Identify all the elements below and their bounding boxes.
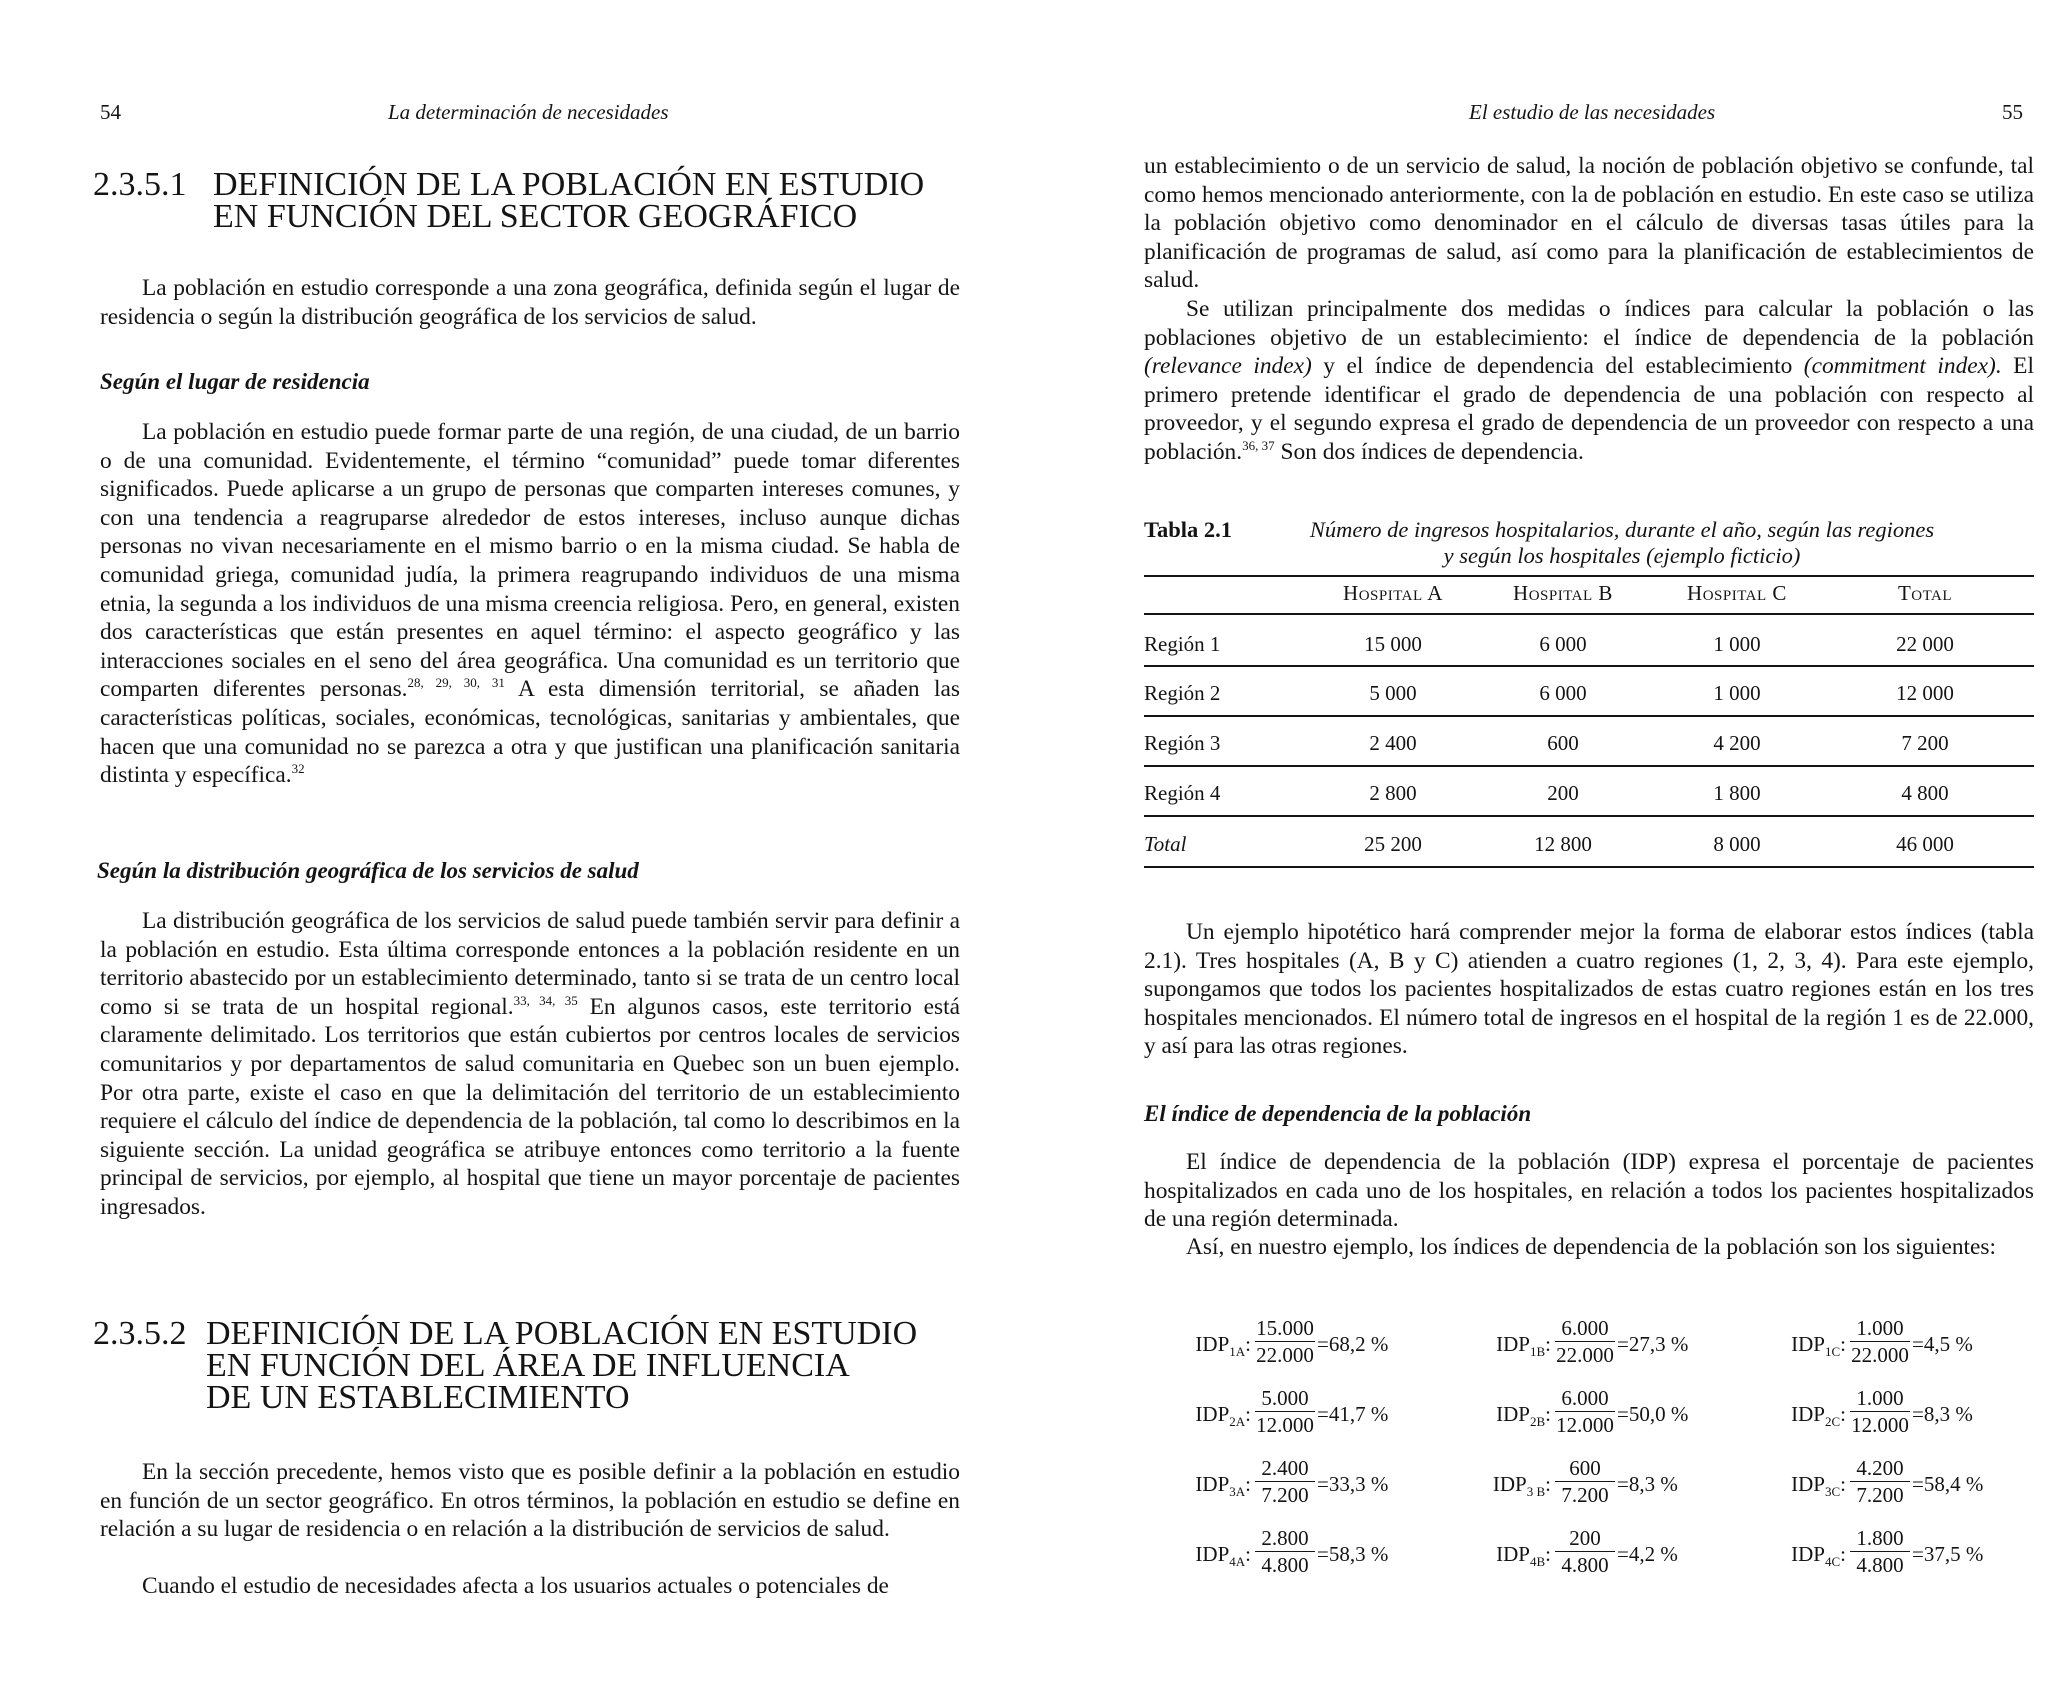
- idp-colon: :: [1840, 1402, 1846, 1426]
- table-header: Hospital B: [1513, 581, 1613, 605]
- idp-fraction: [1850, 1525, 1910, 1578]
- section-number: 2.3.5.2: [93, 1315, 187, 1352]
- paragraph-asi: Así, en nuestro ejemplo, los índices de dependencia de la población son los siguientes:: [1186, 1234, 1997, 1260]
- idp-prefix: IDP: [1195, 1332, 1230, 1356]
- table-cell: 12 800: [1534, 832, 1592, 856]
- table-label: Tabla 2.1: [1144, 517, 1232, 542]
- left-running-title: La determinación de necesidades: [388, 100, 669, 124]
- idp-result: =58,4 %: [1912, 1472, 1984, 1496]
- paragraph-ejemplo: Un ejemplo hipotético hará comprender mejor la forma de elaborar estos índices (tabla 2.1). Tres hospitales (A, B y C) atienden a cuatro regiones (1, 2, 3, 4). Para este ejemplo, supongamos que todos los pacientes hospitalizados de estas cuatro regiones están en los tres hospitales mencionados. El número total de ingresos en el hospital de la región 1 es de 22.000, y así para las otras regiones.: [1144, 919, 2034, 1060]
- idp-subscript: 1B: [1529, 1344, 1546, 1360]
- idp-label: [1195, 1332, 1251, 1360]
- left-page-number: 54: [100, 100, 121, 124]
- table-cell: 1 000: [1713, 632, 1761, 656]
- paragraph-idp: El índice de dependencia de la población (IDP) expresa el porcentaje de pacientes hospitalizados en cada uno de los hospitales, en relación a todos los pacientes hospitalizados de una región determinada.: [1144, 1149, 2034, 1233]
- idp-prefix: IDP: [1195, 1472, 1230, 1496]
- idp-formula: [1195, 1385, 1415, 1445]
- idp-label: [1791, 1332, 1846, 1360]
- term-commitment-index: (commitment index).: [1803, 353, 2002, 380]
- reference-mark: 32: [291, 761, 305, 777]
- idp-colon: :: [1545, 1402, 1551, 1426]
- idp-formula: [1496, 1315, 1715, 1375]
- idp-numerator: 1.000: [1850, 1315, 1910, 1342]
- idp-prefix: IDP: [1791, 1402, 1825, 1426]
- section-number: 2.3.5.1: [93, 166, 187, 203]
- idp-subscript: 4B: [1529, 1554, 1546, 1570]
- reference-marks: 36, 37: [1242, 437, 1275, 453]
- idp-denominator: 22.000: [1556, 1343, 1614, 1367]
- idp-fraction: [1555, 1315, 1615, 1368]
- idp-denominator: 4.800: [1856, 1553, 1904, 1577]
- idp-result: =58,3 %: [1317, 1542, 1389, 1566]
- idp-result: =37,5 %: [1912, 1542, 1984, 1566]
- table-header: Total: [1897, 581, 1953, 605]
- idp-prefix: IDP: [1492, 1472, 1527, 1496]
- paragraph-residence: [100, 418, 960, 790]
- idp-subscript: 4C: [1824, 1554, 1841, 1570]
- idp-subscript: 2B: [1529, 1414, 1546, 1430]
- idp-fraction: [1255, 1455, 1315, 1508]
- table-cell: 7 200: [1901, 731, 1949, 755]
- table-rule: [1144, 665, 2034, 667]
- idp-fraction: [1850, 1315, 1910, 1368]
- idp-formula: [1195, 1455, 1415, 1515]
- idp-formula: [1791, 1455, 2010, 1515]
- table-cell: 200: [1547, 781, 1579, 805]
- idp-result: =27,3 %: [1617, 1332, 1689, 1356]
- idp-label: [1496, 1332, 1551, 1360]
- idp-formula: [1791, 1385, 2010, 1445]
- table-row-label: Región 1: [1144, 632, 1221, 656]
- idp-result: =8,3 %: [1912, 1402, 1973, 1426]
- paragraph-distribution: [100, 907, 960, 1222]
- idp-colon: :: [1245, 1542, 1251, 1566]
- paragraph-text: Son dos índices de dependencia.: [1274, 438, 1584, 465]
- term-relevance-index: (relevance index): [1144, 353, 1312, 380]
- idp-colon: :: [1840, 1332, 1846, 1356]
- table-caption: [1144, 516, 2034, 572]
- paragraph-text: El primero pretende identificar el grado de dependencia de una población con respecto al proveedor, y el segundo expresa el grado de dependencia de un proveedor con respecto a una población.: [1144, 353, 2034, 465]
- section-title-line: EN FUNCIÓN DEL ÁREA DE INFLUENCIA: [206, 1347, 850, 1384]
- right-page: [1020, 0, 2048, 1681]
- idp-formula: [1195, 1525, 1415, 1585]
- table-cell: 4 200: [1713, 731, 1761, 755]
- idp-numerator: 1.000: [1850, 1385, 1910, 1412]
- idp-denominator: 7.200: [1261, 1483, 1309, 1507]
- idp-label: [1791, 1542, 1846, 1570]
- paragraph-text: La población en estudio puede formar parte de una región, de una ciudad, de un barrio o de una comunidad. Evidentemente, el término “comunidad” puede tomar diferentes significados. Puede aplicarse a un grupo de personas que comparten intereses comunes, y con una tendencia a reagruparse alrededor de estos intereses, incluso aunque dichas personas no vivan necesariamente en el mismo barrio o en la misma ciudad. Se habla de comunidad griega, comunidad judía, la primera reagrupando individuos de una misma etnia, la segunda a los individuos de una misma creencia religiosa. Pero, en general, existen dos características que están presentes en aquel término: el aspecto geográfico y las interacciones sociales en el seno del área geográfica. Una comunidad es un territorio que comparten diferentes personas.: [100, 419, 960, 703]
- reference-marks: 28, 29, 30, 31: [407, 675, 505, 691]
- idp-fraction: [1850, 1455, 1910, 1508]
- idp-subscript: 4A: [1229, 1554, 1246, 1570]
- paragraph-precedent: En la sección precedente, hemos visto que es posible definir a la población en estudio en función de un sector geográfico. En otros términos, la población en estudio se define en relación a su lugar de residencia o en relación a la distribución de servicios de salud.: [100, 1459, 960, 1543]
- idp-result: =41,7 %: [1317, 1402, 1389, 1426]
- table-cell: 25 200: [1364, 832, 1422, 856]
- idp-subscript: 1A: [1229, 1344, 1246, 1360]
- idp-colon: :: [1840, 1472, 1846, 1496]
- idp-prefix: IDP: [1791, 1332, 1825, 1356]
- idp-subscript: 2C: [1824, 1414, 1841, 1430]
- idp-subscript: 3C: [1824, 1484, 1841, 1500]
- idp-label: [1195, 1542, 1251, 1570]
- table-cell: 2 400: [1369, 731, 1417, 755]
- table-cell: 22 000: [1896, 632, 1954, 656]
- idp-denominator: 22.000: [1851, 1343, 1909, 1367]
- paragraph-cuando: Cuando el estudio de necesidades afecta a los usuarios actuales o potenciales de: [142, 1573, 889, 1599]
- table-cell: 2 800: [1369, 781, 1417, 805]
- idp-colon: :: [1545, 1472, 1551, 1496]
- idp-fraction: [1255, 1315, 1315, 1368]
- table-row-label: Región 3: [1144, 731, 1221, 755]
- idp-colon: :: [1840, 1542, 1846, 1566]
- idp-prefix: IDP: [1195, 1542, 1230, 1566]
- idp-fraction: [1555, 1525, 1615, 1578]
- paragraph-objetivo: un establecimiento o de un servicio de salud, la noción de población objetivo se confunde, tal como hemos mencionado anteriormente, con la de población en estudio. En este caso se utiliza la población objetivo como denominador en el cálculo de diversas tasas útiles para la planificación de programas de salud, así como para la planificación de establecimientos de salud.: [1144, 153, 2034, 294]
- idp-numerator: 200: [1555, 1525, 1615, 1552]
- idp-colon: :: [1545, 1542, 1551, 1566]
- idp-label: [1791, 1402, 1846, 1430]
- idp-numerator: 600: [1555, 1455, 1615, 1482]
- idp-numerator: 15.000: [1256, 1316, 1314, 1340]
- table-cell: 6 000: [1539, 632, 1587, 656]
- subheading-residence: Según el lugar de residencia: [100, 369, 370, 394]
- table-rule: [1144, 575, 2034, 577]
- idp-formula: [1496, 1525, 1715, 1585]
- table-rule: [1144, 715, 2034, 717]
- subheading-idp: El índice de dependencia de la población: [1144, 1101, 1532, 1126]
- left-page: [0, 0, 1020, 1681]
- table-row-label: Región 2: [1144, 681, 1221, 705]
- paragraph-text: y el índice de dependencia del establecimiento: [1311, 353, 1804, 380]
- idp-numerator: 5.000: [1255, 1385, 1315, 1412]
- table-cell: 46 000: [1896, 832, 1954, 856]
- idp-numerator: 2.800: [1255, 1525, 1315, 1552]
- idp-prefix: IDP: [1496, 1402, 1530, 1426]
- idp-numerator: 4.200: [1850, 1455, 1910, 1482]
- idp-colon: :: [1245, 1472, 1251, 1496]
- table-cell: 5 000: [1369, 681, 1417, 705]
- idp-label: [1791, 1472, 1846, 1500]
- subheading-distribution: Según la distribución geográfica de los servicios de salud: [97, 858, 639, 883]
- idp-colon: :: [1245, 1402, 1251, 1426]
- idp-numerator: 6.000: [1555, 1385, 1615, 1412]
- table-cell: 15 000: [1364, 632, 1422, 656]
- table-rule: [1144, 866, 2034, 868]
- table-cell: 1 000: [1713, 681, 1761, 705]
- section-heading-2-3-5-1: [93, 168, 993, 238]
- idp-numerator: 1.800: [1850, 1525, 1910, 1552]
- idp-result: =4,2 %: [1617, 1542, 1678, 1566]
- idp-colon: :: [1545, 1332, 1551, 1356]
- table-caption-line: Número de ingresos hospitalarios, durante el año, según las regiones: [1309, 517, 1935, 542]
- idp-label: [1195, 1472, 1251, 1500]
- table-rule: [1144, 613, 2034, 615]
- idp-subscript: 2A: [1229, 1414, 1246, 1430]
- idp-result: =50,0 %: [1617, 1402, 1689, 1426]
- idp-label: [1195, 1402, 1251, 1430]
- table-cell: 1 800: [1713, 781, 1761, 805]
- idp-denominator: 12.000: [1556, 1413, 1614, 1437]
- idp-denominator: 4.800: [1261, 1553, 1309, 1577]
- idp-colon: :: [1245, 1332, 1251, 1356]
- idp-prefix: IDP: [1791, 1472, 1825, 1496]
- table-cell: 6 000: [1539, 681, 1587, 705]
- idp-subscript: 1C: [1824, 1344, 1841, 1360]
- section-heading-2-3-5-2: [93, 1317, 993, 1427]
- idp-denominator: 12.000: [1256, 1413, 1314, 1437]
- idp-subscript: 3 B: [1526, 1484, 1546, 1500]
- table-row-label: Total: [1144, 832, 1187, 856]
- table-header: Hospital C: [1687, 581, 1787, 605]
- idp-result: =8,3 %: [1617, 1472, 1678, 1496]
- idp-formula: [1492, 1455, 1715, 1515]
- idp-numerator: 6.000: [1555, 1315, 1615, 1342]
- idp-result: =33,3 %: [1317, 1472, 1389, 1496]
- idp-label: [1496, 1402, 1551, 1430]
- section-title-line: DEFINICIÓN DE LA POBLACIÓN EN ESTUDIO: [213, 166, 925, 203]
- section-title-line: DE UN ESTABLECIMIENTO: [206, 1379, 630, 1416]
- idp-label: [1496, 1542, 1551, 1570]
- intro-paragraph: La población en estudio corresponde a una zona geográfica, definida según el lugar de residencia o según la distribución geográfica de los servicios de salud.: [100, 275, 960, 330]
- idp-prefix: IDP: [1496, 1332, 1530, 1356]
- paragraph-indices: [1144, 295, 2034, 467]
- idp-subscript: 3A: [1229, 1484, 1246, 1500]
- table-cell: 8 000: [1713, 832, 1761, 856]
- idp-result: =4,5 %: [1912, 1332, 1973, 1356]
- idp-denominator: 4.800: [1561, 1553, 1609, 1577]
- idp-fraction: [1555, 1385, 1615, 1438]
- table-row-label: Región 4: [1144, 781, 1221, 805]
- table-rule: [1144, 765, 2034, 767]
- idp-label: [1493, 1472, 1551, 1500]
- idp-fraction: [1255, 1525, 1315, 1578]
- idp-prefix: IDP: [1791, 1542, 1825, 1566]
- idp-numerator: 2.400: [1255, 1455, 1315, 1482]
- table-caption-line: y según los hospitales (ejemplo ficticio): [1443, 543, 1801, 568]
- idp-denominator: 7.200: [1561, 1483, 1609, 1507]
- idp-formula: [1195, 1315, 1415, 1375]
- table-cell: 600: [1547, 731, 1579, 755]
- table-header: Hospital A: [1343, 581, 1443, 605]
- idp-formula: [1791, 1525, 2010, 1585]
- reference-marks: 33, 34, 35: [513, 992, 578, 1008]
- idp-denominator: 12.000: [1851, 1413, 1909, 1437]
- table-cell: 4 800: [1901, 781, 1949, 805]
- section-title-line: DEFINICIÓN DE LA POBLACIÓN EN ESTUDIO: [206, 1315, 918, 1352]
- paragraph-text: La distribución geográfica de los servicios de salud puede también servir para definir a la población en estudio. Esta última corresponde entonces a la población residente en un territorio abastecido por un establecimiento determinado, tanto si se trata de un centro local como si se trata de un hospital regional.: [100, 908, 960, 1020]
- idp-fraction: [1850, 1385, 1910, 1438]
- idp-formula: [1496, 1385, 1715, 1445]
- idp-result: =68,2 %: [1317, 1332, 1389, 1356]
- left-running-head: [100, 100, 1000, 130]
- right-page-number: 55: [2002, 100, 2023, 124]
- paragraph-text: En algunos casos, este territorio está claramente delimitado. Los territorios que están cubiertos por centros locales de servicios comunitarios y por departamentos de salud comunitaria en Quebec son un buen ejemplo. Por otra parte, existe el caso en que la delimitación del territorio de un establecimiento requiere el cálculo del índice de dependencia de la población, tal como lo describimos en la siguiente sección. La unidad geográfica se atribuye entonces como territorio a la fuente principal de servicios, por ejemplo, al hospital que tiene un mayor porcentaje de pacientes ingresados.: [100, 993, 961, 1220]
- idp-denominator: 22.000: [1256, 1343, 1314, 1367]
- right-running-title: El estudio de las necesidades: [1469, 100, 1716, 124]
- idp-prefix: IDP: [1496, 1542, 1530, 1566]
- idp-prefix: IDP: [1195, 1402, 1230, 1426]
- section-title-line: EN FUNCIÓN DEL SECTOR GEOGRÁFICO: [213, 198, 858, 235]
- table-cell: 12 000: [1896, 681, 1954, 705]
- idp-fraction: [1555, 1455, 1615, 1508]
- idp-formula: [1791, 1315, 2010, 1375]
- idp-fraction: [1255, 1385, 1315, 1438]
- paragraph-text: Se utilizan principalmente dos medidas o índices para calcular la población o las poblaciones objetivo de un establecimiento: el índice de dependencia de la población: [1144, 296, 2034, 351]
- idp-denominator: 7.200: [1856, 1483, 1904, 1507]
- paragraph-text: A esta dimensión territorial, se añaden las características políticas, sociales, económicas, tecnológicas, sanitarias y ambientales, que hacen que una comunidad no se parezca a otra y que justifican una planificación sanitaria distinta y específica.: [100, 676, 960, 789]
- table-rule: [1144, 815, 2034, 817]
- right-running-head: [1144, 100, 2034, 130]
